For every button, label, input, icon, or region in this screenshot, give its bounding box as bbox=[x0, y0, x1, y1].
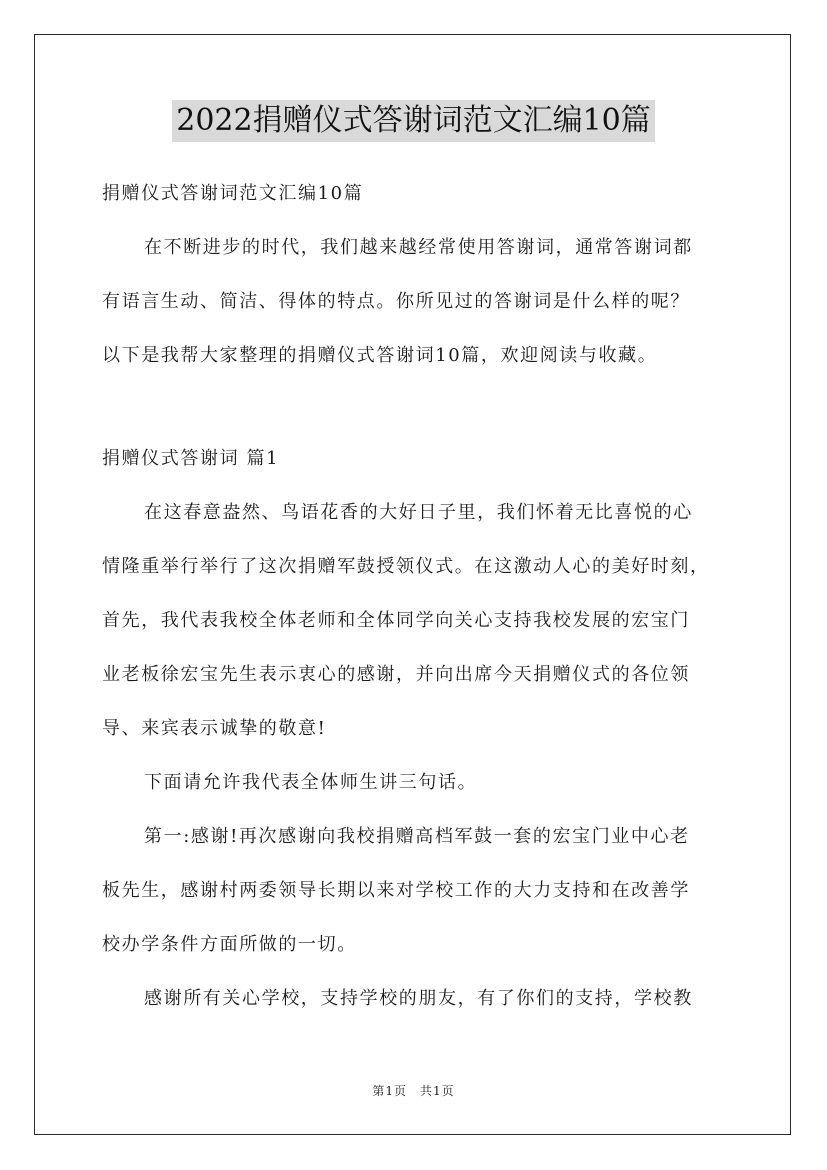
document-title: 2022捐赠仪式答谢词范文汇编10篇 bbox=[172, 100, 655, 142]
paragraph-line: 首先，我代表我校全体老师和全体同学向关心支持我校发展的宏宝门 bbox=[102, 610, 690, 631]
intro-line: 在不断进步的时代，我们越来越经常使用答谢词，通常答谢词都 bbox=[144, 237, 693, 258]
paragraph-line: 业老板徐宏宝先生表示衷心的感谢，并向出席今天捐赠仪式的各位领 bbox=[102, 664, 690, 685]
paragraph-line: 在这春意盎然、鸟语花香的大好日子里，我们怀着无比喜悦的心 bbox=[144, 502, 693, 523]
title-container bbox=[0, 100, 827, 142]
paragraph-line: 感谢所有关心学校，支持学校的朋友，有了你们的支持，学校教 bbox=[144, 988, 693, 1009]
page-number-footer: 第1页 共1页 bbox=[372, 1084, 455, 1098]
paragraph-line: 第一:感谢!再次感谢向我校捐赠高档军鼓一套的宏宝门业中心老 bbox=[144, 826, 690, 847]
intro-line: 有语言生动、简洁、得体的特点。你所见过的答谢词是什么样的呢？ bbox=[102, 291, 690, 312]
document-subtitle: 捐赠仪式答谢词范文汇编10篇 bbox=[102, 183, 364, 204]
document-body bbox=[102, 174, 742, 1019]
paragraph-line: 导、来宾表示诚挚的敬意! bbox=[102, 718, 327, 739]
paragraph-line: 情隆重举行举行了这次捐赠军鼓授领仪式。在这激动人心的美好时刻， bbox=[102, 556, 710, 577]
paragraph-line: 校办学条件方面所做的一切。 bbox=[102, 934, 357, 955]
paragraph-line: 下面请允许我代表全体师生讲三句话。 bbox=[144, 772, 478, 793]
intro-line: 以下是我帮大家整理的捐赠仪式答谢词10篇，欢迎阅读与收藏。 bbox=[102, 345, 658, 366]
paragraph-line: 板先生，感谢村两委领导长期以来对学校工作的大力支持和在改善学 bbox=[102, 880, 690, 901]
section-heading: 捐赠仪式答谢词 篇1 bbox=[102, 448, 280, 469]
